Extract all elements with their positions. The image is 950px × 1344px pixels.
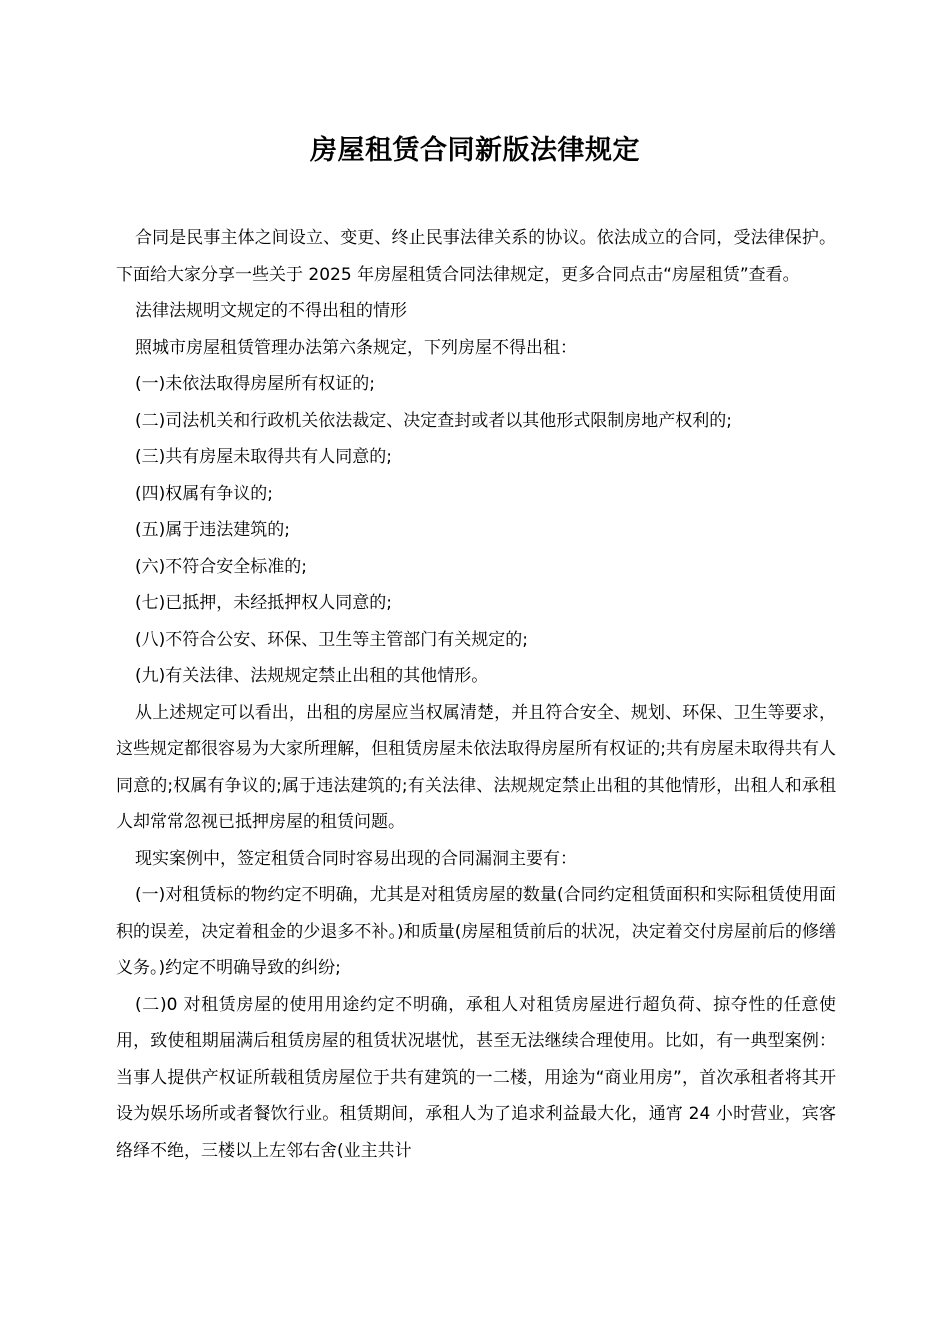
list-item-3: (三)共有房屋未取得共有人同意的; (135, 447, 392, 467)
paragraph-article-six: 照城市房屋租赁管理办法第六条规定，下列房屋不得出租： (135, 337, 577, 358)
paragraph-analysis: 从上述规定可以看出，出租的房屋应当权属清楚，并且符合安全、规划、环保、卫生等要求，这些规定都很容易为大家所理解，但租赁房屋未依法取得房屋所有权证的;共有房屋未取得共有人同意的;权属有争议的;属于违法建筑的;有关法律、法规规定禁止出租的其他情形，出租人和承租人却常常忽视已抵押房屋的租赁问题。 (116, 702, 836, 832)
list-item-7: (七)已抵押，未经抵押权人同意的; (135, 593, 392, 613)
list-item-4: (四)权属有争议的; (135, 483, 273, 504)
list-item-9: (九)有关法律、法规规定禁止出租的其他情形。 (135, 666, 489, 686)
list-item-6: (六)不符合安全标准的; (135, 556, 307, 577)
list-item-2: (二)司法机关和行政机关依法裁定、决定查封或者以其他形式限制房地产权利的; (135, 410, 732, 431)
list-item-5: (五)属于违法建筑的; (135, 520, 290, 540)
paragraph-loopholes-intro: 现实案例中，签定租赁合同时容易出现的合同漏洞主要有： (135, 848, 577, 869)
paragraph-heading-prohibited: 法律法规明文规定的不得出租的情形 (135, 301, 407, 321)
loophole-item-2: (二)0 对租赁房屋的使用用途约定不明确，承租人对租赁房屋进行超负荷、掠夺性的任意使用，致使租期届满后租赁房屋的租赁状况堪忧，甚至无法继续合理使用。比如，有一典型案例：当事人提供产权证所载租赁房屋位于共有建筑的一二楼，用途为“商业用房”，首次承租者将其开设为娱乐场所或者餐饮行业。租赁期间，承租人为了追求利益最大化，通宵 24 小时营业，宾客络绎不绝，三楼以上左邻右舍(业主共计 (116, 994, 836, 1161)
loophole-item-1: (一)对租赁标的物约定不明确，尤其是对租赁房屋的数量(合同约定租赁面积和实际租赁使用面积的误差，决定着租金的少退多不补。)和质量(房屋租赁前后的状况，决定着交付房屋前后的修缮义务。)约定不明确导致的纠纷; (116, 885, 836, 978)
list-item-1: (一)未依法取得房屋所有权证的; (135, 374, 375, 394)
document-body (116, 220, 836, 1169)
paragraph-intro: 合同是民事主体之间设立、变更、终止民事法律关系的协议。依法成立的合同，受法律保护。下面给大家分享一些关于 2025 年房屋租赁合同法律规定，更多合同点击“房屋租赁”查看。 (116, 228, 836, 285)
list-item-8: (八)不符合公安、环保、卫生等主管部门有关规定的; (135, 629, 528, 650)
document-title: 房屋租赁合同新版法律规定 (310, 135, 640, 166)
